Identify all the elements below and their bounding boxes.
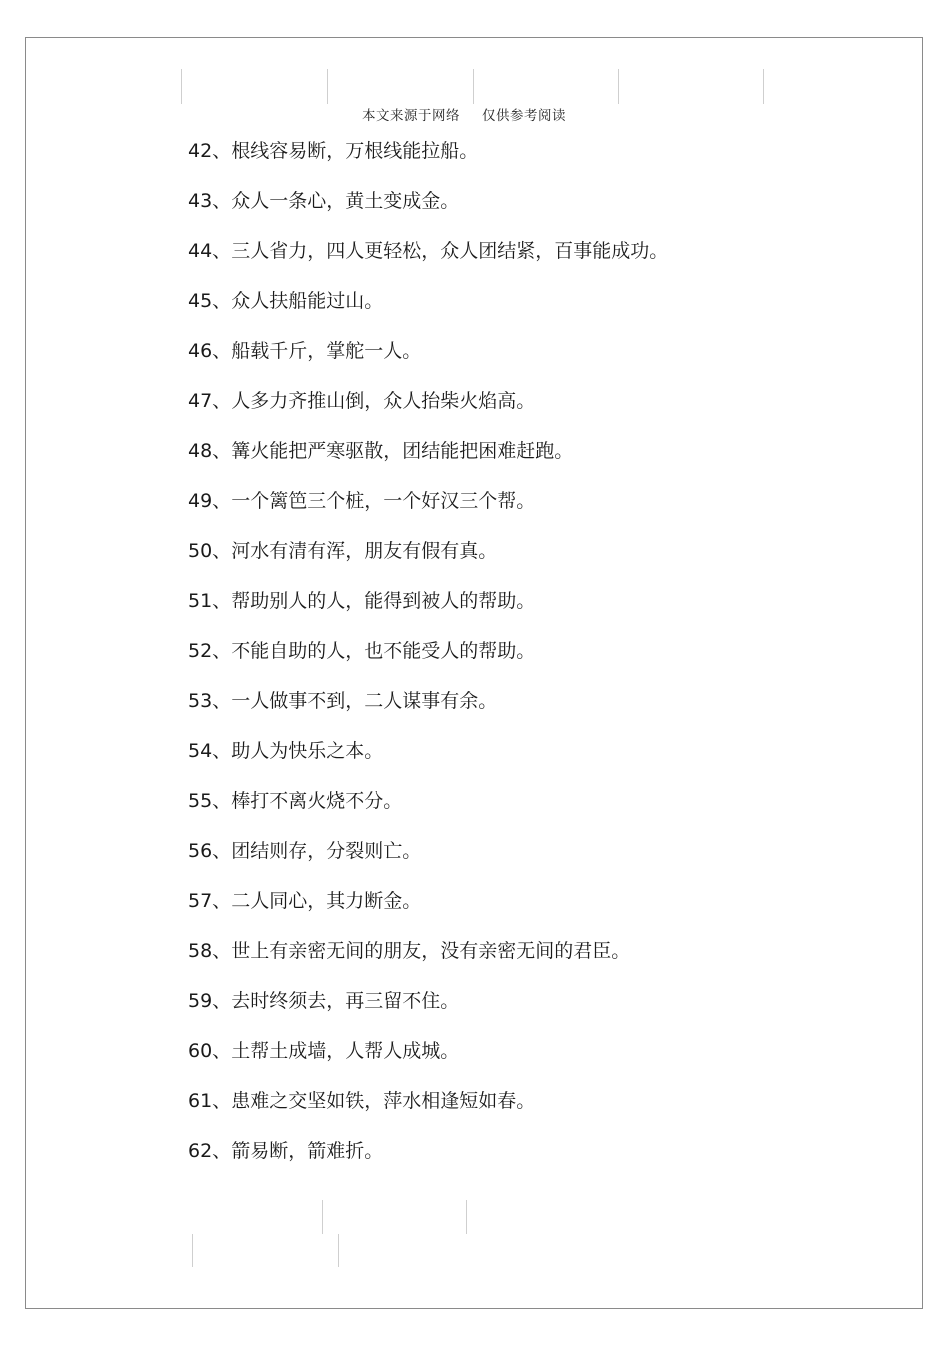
- proverb-number: 47、: [188, 390, 232, 412]
- proverb-number: 58、: [188, 940, 232, 962]
- proverb-number: 45、: [188, 290, 232, 312]
- proverb-number: 59、: [188, 990, 232, 1012]
- header-divider: [473, 69, 474, 104]
- proverb-number: 50、: [188, 540, 232, 562]
- proverb-text: 众人一条心，黄土变成金。: [231, 190, 460, 212]
- proverb-number: 48、: [188, 440, 232, 462]
- proverb-item: [188, 584, 668, 634]
- footer-divider: [192, 1234, 193, 1267]
- proverb-text: 土帮土成墙，人帮人成城。: [231, 1040, 460, 1062]
- proverb-number: 61、: [188, 1090, 232, 1112]
- proverb-item: [188, 734, 668, 784]
- proverb-text: 团结则存，分裂则亡。: [231, 840, 422, 862]
- proverb-item: [188, 334, 668, 384]
- proverb-number: 49、: [188, 490, 232, 512]
- proverb-text: 去时终须去，再三留不住。: [231, 990, 460, 1012]
- proverb-item: [188, 184, 668, 234]
- proverb-item: [188, 434, 668, 484]
- proverb-number: 52、: [188, 640, 232, 662]
- proverb-number: 42、: [188, 140, 232, 162]
- proverb-text: 帮助别人的人，能得到被人的帮助。: [231, 590, 536, 612]
- proverb-item: [188, 484, 668, 534]
- proverb-item: [188, 1134, 668, 1184]
- proverb-number: 62、: [188, 1140, 232, 1162]
- proverb-item: [188, 534, 668, 584]
- proverb-text: 棒打不离火烧不分。: [231, 790, 403, 812]
- proverb-item: [188, 684, 668, 734]
- proverb-number: 54、: [188, 740, 232, 762]
- header-divider: [327, 69, 328, 104]
- proverb-number: 53、: [188, 690, 232, 712]
- proverb-number: 55、: [188, 790, 232, 812]
- proverb-text: 箭易断，箭难折。: [231, 1140, 384, 1162]
- proverb-text: 二人同心，其力断金。: [231, 890, 422, 912]
- header-divider: [618, 69, 619, 104]
- footer-divider: [338, 1234, 339, 1267]
- proverb-text: 人多力齐推山倒，众人抬柴火焰高。: [231, 390, 536, 412]
- proverb-text: 世上有亲密无间的朋友，没有亲密无间的君臣。: [231, 940, 631, 962]
- proverb-text: 助人为快乐之本。: [231, 740, 384, 762]
- footer-divider: [466, 1200, 467, 1234]
- proverb-item: [188, 934, 668, 984]
- proverb-number: 46、: [188, 340, 232, 362]
- page-header-note: [362, 104, 566, 124]
- proverb-item: [188, 384, 668, 434]
- source-note: 本文来源于网络: [362, 108, 460, 124]
- proverb-text: 患难之交坚如铁，萍水相逢短如春。: [231, 1090, 536, 1112]
- header-divider: [763, 69, 764, 104]
- proverb-item: [188, 834, 668, 884]
- proverb-item: [188, 234, 668, 284]
- proverb-item: [188, 634, 668, 684]
- proverb-text: 根线容易断，万根线能拉船。: [231, 140, 479, 162]
- proverb-text: 篝火能把严寒驱散，团结能把困难赶跑。: [231, 440, 574, 462]
- proverb-item: [188, 984, 668, 1034]
- proverb-number: 57、: [188, 890, 232, 912]
- proverb-number: 56、: [188, 840, 232, 862]
- proverb-list: [188, 134, 668, 1184]
- proverb-text: 三人省力，四人更轻松，众人团结紧，百事能成功。: [231, 240, 669, 262]
- proverb-number: 60、: [188, 1040, 232, 1062]
- proverb-item: [188, 884, 668, 934]
- proverb-text: 一个篱笆三个桩，一个好汉三个帮。: [231, 490, 536, 512]
- proverb-text: 船载千斤，掌舵一人。: [231, 340, 422, 362]
- reading-note: 仅供参考阅读: [482, 108, 566, 124]
- proverb-text: 不能自助的人，也不能受人的帮助。: [231, 640, 536, 662]
- proverb-number: 44、: [188, 240, 232, 262]
- proverb-text: 众人扶船能过山。: [231, 290, 384, 312]
- proverb-item: [188, 134, 668, 184]
- proverb-item: [188, 284, 668, 334]
- proverb-text: 河水有清有浑，朋友有假有真。: [231, 540, 498, 562]
- proverb-item: [188, 1084, 668, 1134]
- footer-divider: [322, 1200, 323, 1234]
- proverb-number: 43、: [188, 190, 232, 212]
- proverb-number: 51、: [188, 590, 232, 612]
- proverb-item: [188, 784, 668, 834]
- proverb-text: 一人做事不到，二人谋事有余。: [231, 690, 498, 712]
- header-divider: [181, 69, 182, 104]
- proverb-item: [188, 1034, 668, 1084]
